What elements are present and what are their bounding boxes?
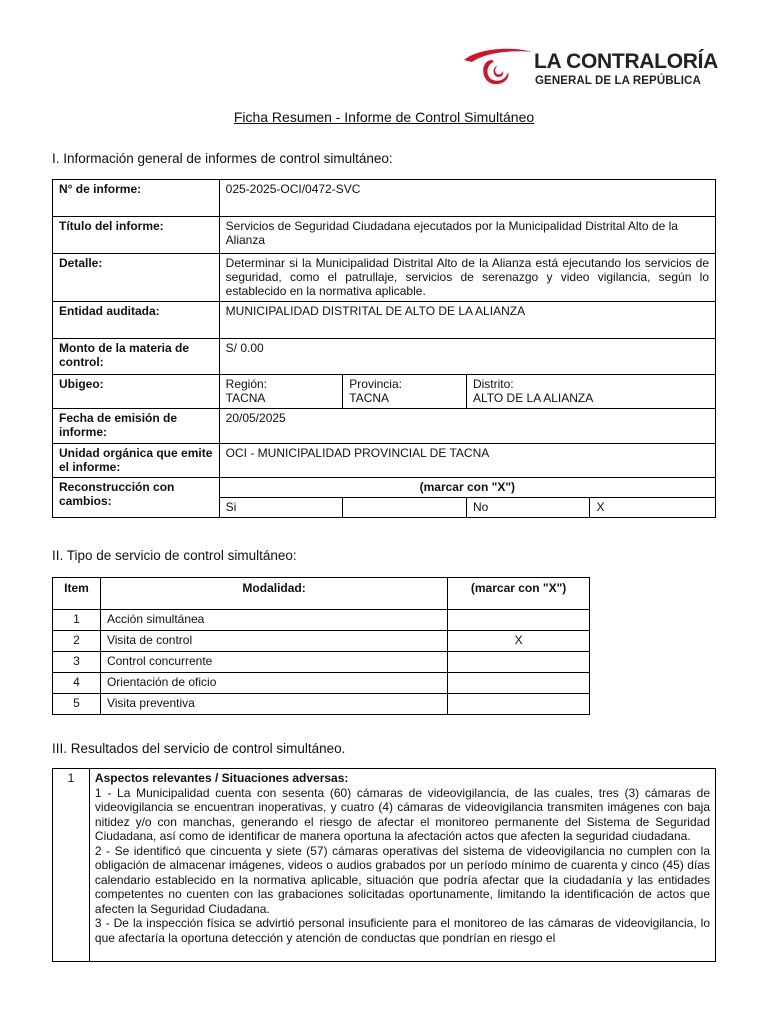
modalidad-name: Control concurrente — [100, 652, 447, 673]
item-number: 4 — [53, 673, 101, 694]
detalle-label: Detalle: — [53, 254, 220, 302]
table-row — [53, 254, 716, 302]
provincia-value: TACNA — [349, 391, 390, 405]
numero-label: N° de informe: — [53, 180, 220, 217]
unidad-value: OCI - MUNICIPALIDAD PROVINCIAL DE TACNA — [219, 444, 715, 478]
detalle-value: Determinar si la Municipalidad Distrital Alto de la Alianza está ejecutando los servicios de seguridad, como el patrullaje, servicios de serenazgo y video vigilancia, según lo establecido en la normativa aplicable. — [219, 254, 715, 302]
table-row — [53, 631, 590, 652]
table-header-row — [53, 578, 590, 610]
logo-title: LA CONTRALORÍA — [534, 50, 719, 73]
table-row — [53, 217, 716, 254]
monto-label: Monto de la materia de control: — [53, 339, 220, 375]
titulo-label: Título del informe: — [53, 217, 220, 254]
si-mark — [343, 498, 467, 518]
provincia-cell — [343, 375, 467, 409]
results-table — [52, 768, 716, 962]
item-number: 2 — [53, 631, 101, 652]
section-1-heading: I. Información general de informes de control simultáneo: — [52, 151, 393, 166]
ubigeo-label: Ubigeo: — [53, 375, 220, 409]
provincia-label: Provincia: — [349, 377, 402, 391]
result-subheading: Aspectos relevantes / Situaciones adversas: — [94, 771, 349, 785]
modalidad-mark — [448, 652, 590, 673]
result-number: 1 — [53, 769, 90, 962]
modalidad-name: Orientación de oficio — [100, 673, 447, 694]
table-row — [53, 694, 590, 715]
fecha-label: Fecha de emisión de informe: — [53, 409, 220, 444]
result-item: 2 - Se identificó que cincuenta y siete (57) cámaras operativas del sistema de videovigilancia no cumplen con la obligación de almacenar imágenes, videos o audios grabados por un período mínimo de cuarenta y cinco (45) días calendario establecido en la normativa aplicable, situación que podría afectar que la ciudadanía y las entidades competentes no cuenten con las grabaciones solicitadas oportunamente, limitando la identificación de actos que afecten la Seguridad Ciudadana. — [94, 843, 710, 916]
monto-value: S/ 0.00 — [219, 339, 715, 375]
general-info-table — [52, 179, 716, 518]
si-label: Si — [219, 498, 343, 518]
table-row — [53, 409, 716, 444]
table-row — [53, 610, 590, 631]
reconstruccion-label: Reconstrucción con cambios: — [53, 478, 220, 518]
modalidad-mark — [448, 694, 590, 715]
entidad-value: MUNICIPALIDAD DISTRITAL DE ALTO DE LA ALIANZA — [219, 302, 715, 339]
region-cell — [219, 375, 343, 409]
titulo-value: Servicios de Seguridad Ciudadana ejecutados por la Municipalidad Distrital Alto de la Alianza — [219, 217, 715, 254]
modalidad-name: Visita de control — [100, 631, 447, 652]
item-header: Item — [53, 578, 101, 610]
modalidad-name: Visita preventiva — [100, 694, 447, 715]
result-item: 1 - La Municipalidad cuenta con sesenta (60) cámaras de videovigilancia, de las cuales, tres (3) cámaras de videovigilancia se encuentran inoperativas, y cuatro (4) cámaras de videovigilancia transmiten imágenes con baja nitidez y/o con manchas, generando el riesgo de afectar el monitoreo permanente del Sistema de Seguridad Ciudadana, así como de identificar de manera oportuna la afectación actos que afecten la seguridad ciudadana. — [94, 785, 710, 843]
section-3-heading: III. Resultados del servicio de control simultáneo. — [52, 741, 346, 756]
table-row — [53, 478, 716, 498]
distrito-label: Distrito: — [472, 377, 514, 391]
distrito-cell — [466, 375, 715, 409]
modalidad-mark: X — [448, 631, 590, 652]
table-row — [53, 769, 716, 962]
marca-header: (marcar con "X") — [448, 578, 590, 610]
table-row — [53, 375, 716, 409]
table-row — [53, 673, 590, 694]
item-number: 1 — [53, 610, 101, 631]
modalidad-header: Modalidad: — [100, 578, 447, 610]
table-row — [53, 180, 716, 217]
logo-subtitle: GENERAL DE LA REPÚBLICA — [535, 75, 701, 87]
no-label: No — [466, 498, 590, 518]
region-value: TACNA — [225, 391, 266, 405]
contraloria-emblem-icon — [458, 46, 532, 90]
modalidad-mark — [448, 610, 590, 631]
table-row — [53, 444, 716, 478]
fecha-value: 20/05/2025 — [219, 409, 715, 444]
item-number: 5 — [53, 694, 101, 715]
result-item: 3 - De la inspección física se advirtió personal insuficiente para el monitoreo de las cámaras de videovigilancia, lo que afectaría la oportuna detección y atención de conductas que pondrían en riesgo el — [94, 916, 710, 945]
modalidad-mark — [448, 673, 590, 694]
modalidad-name: Acción simultánea — [100, 610, 447, 631]
region-label: Región: — [225, 377, 268, 391]
reconstruccion-header: (marcar con "X") — [219, 478, 715, 498]
table-row — [53, 652, 590, 673]
distrito-value: ALTO DE LA ALIANZA — [472, 391, 594, 405]
table-row — [53, 302, 716, 339]
result-body — [89, 769, 715, 962]
contraloria-logo — [458, 44, 720, 94]
table-row — [53, 339, 716, 375]
service-type-table — [52, 577, 590, 715]
section-2-heading: II. Tipo de servicio de control simultáneo: — [52, 548, 297, 563]
numero-value: 025-2025-OCI/0472-SVC — [219, 180, 715, 217]
unidad-label: Unidad orgánica que emite el informe: — [53, 444, 220, 478]
item-number: 3 — [53, 652, 101, 673]
entidad-label: Entidad auditada: — [53, 302, 220, 339]
document-title: Ficha Resumen - Informe de Control Simultáneo — [233, 109, 535, 125]
no-mark: X — [590, 498, 716, 518]
